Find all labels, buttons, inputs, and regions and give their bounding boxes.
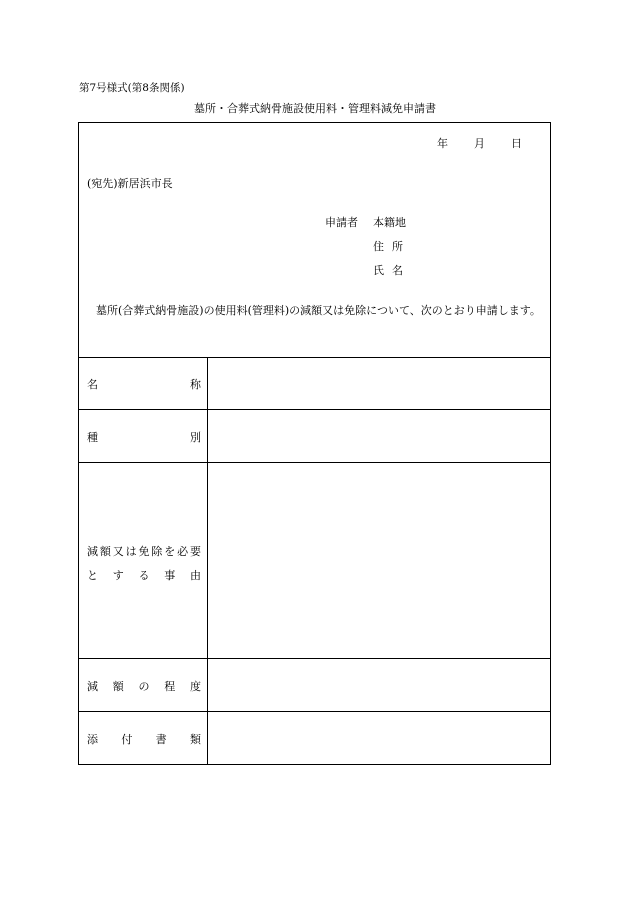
label-char: 由 <box>190 569 201 582</box>
date-day-label: 日 <box>511 137 522 150</box>
date-month-label: 月 <box>474 137 485 150</box>
label-char: 書 <box>155 733 167 746</box>
label-char: る <box>138 569 150 582</box>
row-type <box>79 410 550 463</box>
label-char: 種 <box>87 431 98 444</box>
row-name-label-cell <box>79 357 208 409</box>
type-field[interactable] <box>208 410 550 462</box>
label-char: 要 <box>190 545 201 558</box>
label-char: 免 <box>138 545 150 558</box>
reason-field[interactable] <box>208 463 550 658</box>
label-char: 事 <box>164 569 176 582</box>
label-char: 名 <box>87 378 98 391</box>
attachments-field[interactable] <box>208 712 550 764</box>
label-char: と <box>87 569 98 582</box>
label-char: を <box>164 545 176 558</box>
label-char: 必 <box>177 545 189 558</box>
row-name-label <box>87 376 201 392</box>
reason-label-line-1 <box>87 540 201 564</box>
label-char: 除 <box>151 545 163 558</box>
document-title: 墓所・合葬式納骨施設使用料・管理料減免申請書 <box>194 102 436 115</box>
row-name <box>79 357 550 410</box>
label-char: 添 <box>87 733 98 746</box>
label-char: は <box>125 545 137 558</box>
label-char: 付 <box>121 733 133 746</box>
row-type-label <box>87 429 201 445</box>
name-field[interactable] <box>208 357 550 409</box>
label-char: 減 <box>87 545 98 558</box>
reason-label-line-2 <box>87 564 201 588</box>
row-reason <box>79 463 550 659</box>
application-statement: 墓所(合葬式納骨施設)の使用料(管理料)の減額又は免除について、次のとおり申請します。 <box>96 304 541 317</box>
degree-field[interactable] <box>208 659 550 711</box>
label-char: す <box>112 569 124 582</box>
applicant-name-label: 氏名 <box>373 264 411 277</box>
form-number: 第7号様式(第8条関係) <box>79 82 185 94</box>
label-char: 減 <box>87 680 98 693</box>
row-attachments-label <box>87 731 201 747</box>
applicant-label: 申請者 <box>325 216 358 229</box>
applicant-honseki-label: 本籍地 <box>373 216 406 229</box>
label-char: 称 <box>190 378 201 391</box>
row-reason-label-cell <box>79 463 208 658</box>
row-attachments-label-cell <box>79 712 208 764</box>
label-char: 度 <box>190 680 201 693</box>
addressee: (宛先)新居浜市長 <box>87 177 173 190</box>
row-reason-label <box>87 540 201 588</box>
label-char: 程 <box>164 680 176 693</box>
label-char: 別 <box>190 431 201 444</box>
label-char: 類 <box>189 733 201 746</box>
form-table <box>78 122 551 765</box>
date-year-label: 年 <box>437 137 448 150</box>
label-char: 又 <box>112 545 124 558</box>
row-degree-label <box>87 678 201 694</box>
row-type-label-cell <box>79 410 208 462</box>
row-degree <box>79 659 550 712</box>
row-degree-label-cell <box>79 659 208 711</box>
row-attachments <box>79 712 550 764</box>
label-char: の <box>138 680 150 693</box>
application-header <box>79 123 550 358</box>
date-line <box>437 135 522 151</box>
label-char: 額 <box>112 680 124 693</box>
label-char: 額 <box>99 545 111 558</box>
applicant-address-label: 住所 <box>373 240 411 253</box>
